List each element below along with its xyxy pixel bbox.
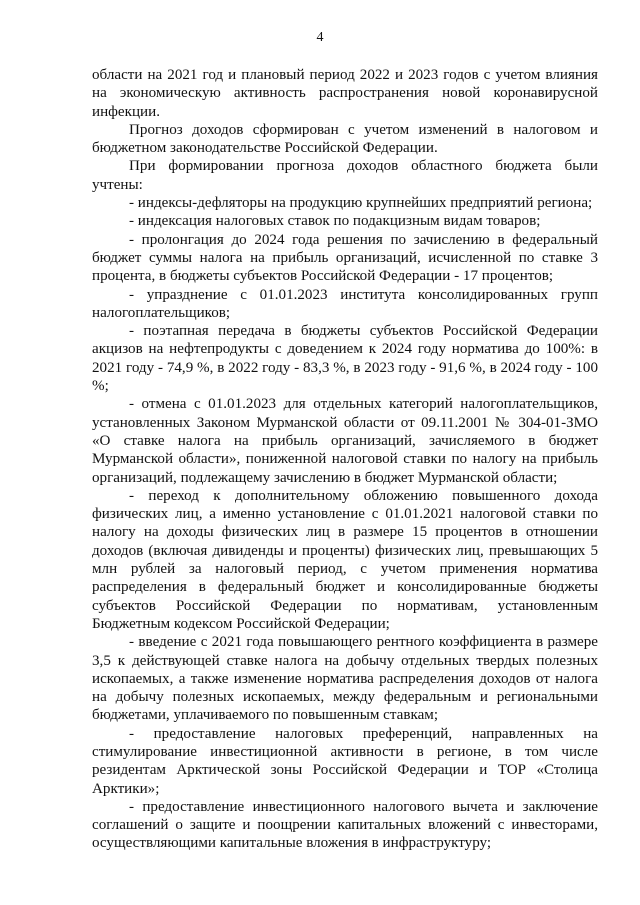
paragraph-forecast-basis: Прогноз доходов сформирован с учетом изменений в налоговом и бюджетном законодательстве Российской Федерации. bbox=[92, 121, 598, 157]
list-item: - поэтапная передача в бюджеты субъектов Российской Федерации акцизов на нефтепродукты с доведением к 2024 году норматива до 100%: в 2021 году - 74,9 %, в 2022 году - 83,3 %, в 2023 году - 91,6 %, в 2024 году - 100 %; bbox=[92, 323, 598, 395]
list-item: - введение с 2021 года повышающего рентного коэффициента в размере 3,5 к действующей ставке налога на добычу отдельных твердых полезных ископаемых, а также изменение норматива распределения доходов от налога на добычу полезных ископаемых, между федеральным и региональными бюджетами, уплачиваемого по повышенным ставкам; bbox=[92, 634, 598, 724]
paragraph-continuation: области на 2021 год и плановый период 2022 и 2023 годов с учетом влияния на экономическую активность распространения новой коронавирусной инфекции. bbox=[92, 67, 598, 120]
list-item: - предоставление инвестиционного налогового вычета и заключение соглашений о защите и поощрении капитальных вложений с инвесторами, осуществляющими капитальные вложения в инфраструктуру; bbox=[92, 798, 598, 852]
list-item: - индексы-дефляторы на продукцию крупнейших предприятий региона; bbox=[129, 195, 593, 212]
list-item: - индексация налоговых ставок по подакцизным видам товаров; bbox=[129, 213, 541, 230]
page-number: 4 bbox=[316, 30, 324, 45]
paragraph-forecast-intro: При формировании прогноза доходов областного бюджета были учтены: bbox=[92, 158, 598, 193]
list-item: - пролонгация до 2024 года решения по зачислению в федеральный бюджет суммы налога на прибыль организаций, исчисленной по ставке 3 процента, в бюджеты субъектов Российской Федерации - 17 процентов; bbox=[92, 231, 598, 285]
list-item: - предоставление налоговых преференций, направленных на стимулирование инвестиционной активности в регионе, в том числе резидентам Арктической зоны Российской Федерации и ТОР «Столица Арктики»; bbox=[92, 725, 598, 797]
list-item: - переход к дополнительному обложению повышенного дохода физических лиц, а именно установление с 01.01.2021 налоговой ставки по налогу на доходы физических лиц в размере 15 процентов в отношении доходов (включая дивиденды и проценты) физических лиц, превышающих 5 млн рублей за налоговый период, с учетом применения норматива распределения в федеральный бюджет и консолидированные бюджеты субъектов Российской Федерации по нормативам, установленным Бюджетным кодексом Российской Федерации; bbox=[92, 487, 598, 632]
list-item: - упразднение с 01.01.2023 института консолидированных групп налогоплательщиков; bbox=[92, 286, 598, 321]
list-item: - отмена с 01.01.2023 для отдельных категорий налогоплательщиков, установленных Законом Мурманской области от 09.11.2001 № 304-01-ЗМО «О ставке налога на прибыль организаций, зачисляемого в бюджет Мурманской области», пониженной налоговой ставки по налогу на прибыль организаций, подлежащему зачислению в бюджет Мурманской области; bbox=[92, 396, 598, 486]
document-body bbox=[92, 66, 598, 853]
